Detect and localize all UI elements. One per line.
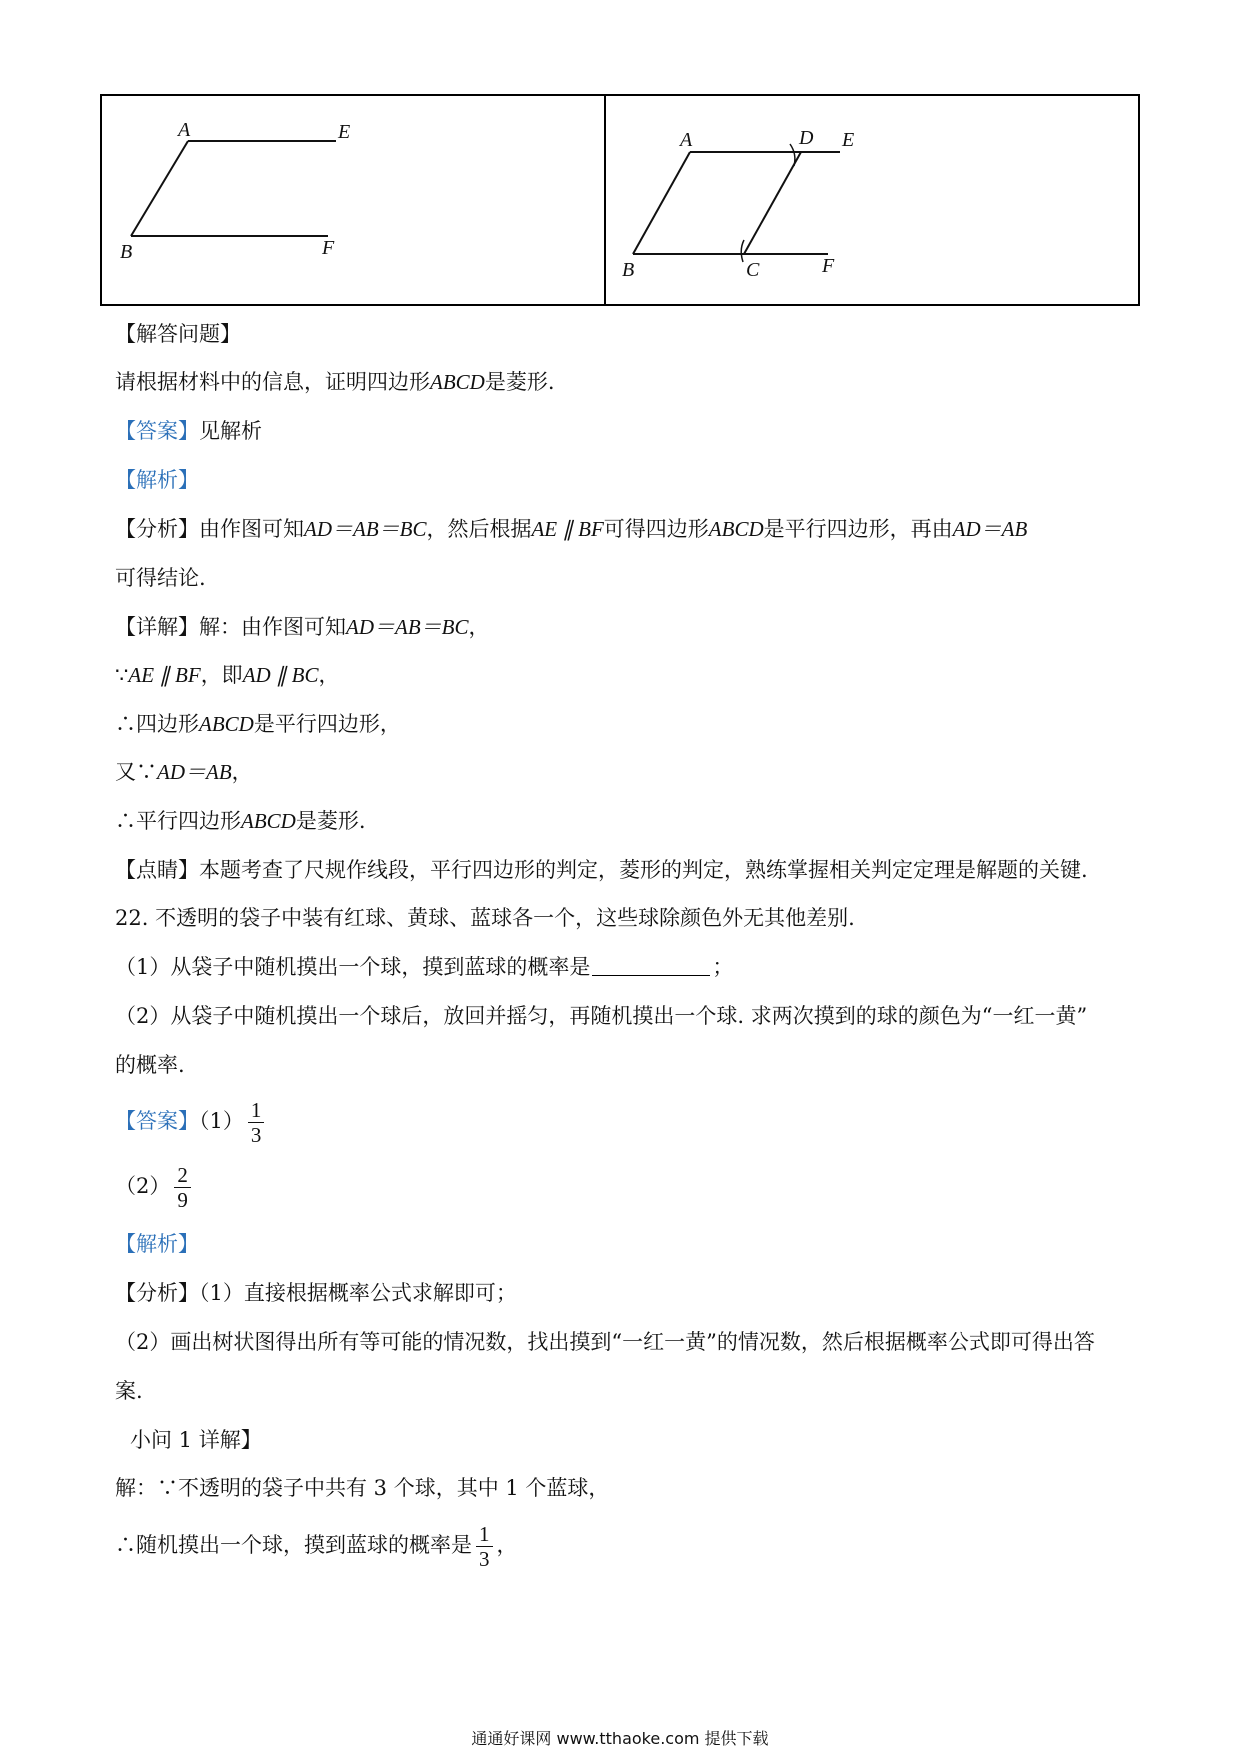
page-footer: 通通好课网 www.tthaoke.com 提供下载	[471, 1729, 769, 1748]
question-22-part-1: （1）从袋子中随机摸出一个球，摸到蓝球的概率是 ；	[115, 955, 734, 979]
analysis-heading-22: 【解析】	[115, 1232, 199, 1256]
label-left-A: A	[178, 119, 191, 141]
section-answer-question: 【解答问题】	[115, 322, 241, 346]
figure-left-drawing	[102, 96, 602, 304]
detail-line-3: ∴四边形ABCD是平行四边形，	[115, 712, 401, 736]
figure-left	[102, 96, 602, 304]
answer-line: 【答案】见解析	[115, 419, 262, 443]
detail-line-5: ∴平行四边形ABCD是菱形.	[115, 809, 366, 833]
question-22-part-2-cont: 的概率.	[115, 1053, 185, 1077]
label-right-F: F	[822, 255, 835, 277]
detail-22-line-1: 解：∵不透明的袋子中共有 3 个球，其中 1 个蓝球，	[115, 1476, 610, 1500]
detail-line-2: ∵AE ∥ BF，即AD ∥ BC，	[115, 663, 340, 687]
fraction-two-ninths: $\frac{2}{9}$	[174, 1163, 191, 1212]
label-right-C: C	[746, 259, 760, 281]
label-right-D: D	[799, 127, 814, 149]
question-22: 22. 不透明的袋子中装有红球、黄球、蓝球各一个，这些球除颜色外无其他差别.	[115, 906, 855, 930]
figure-right	[606, 96, 1138, 304]
answer-blank	[592, 953, 710, 976]
label-right-B: B	[622, 259, 635, 281]
question-prompt: 请根据材料中的信息，证明四边形ABCD是菱形.	[115, 370, 555, 394]
detail-line-1: 【详解】解：由作图可知AD＝AB＝BC，	[115, 615, 490, 639]
figure-table	[100, 94, 1140, 306]
sub-question-1-detail-heading: 小问 1 详解】	[130, 1428, 262, 1452]
question-22-part-2: （2）从袋子中随机摸出一个球后，放回并摇匀，再随机摸出一个球. 求两次摸到的球的颜色为“一红一黄”	[115, 1004, 1088, 1028]
label-right-A: A	[680, 129, 693, 151]
answer-22-part-1: 【答案】（1） $\frac{1}{3}$	[115, 1096, 268, 1147]
label-left-E: E	[338, 121, 351, 143]
analysis-heading: 【解析】	[115, 468, 199, 492]
analysis-22-line-1: 【分析】（1）直接根据概率公式求解即可；	[115, 1281, 517, 1305]
fraction-one-third-b: $\frac{1}{3}$	[476, 1522, 493, 1571]
label-left-F: F	[322, 237, 335, 259]
analysis-22-line-3: 案.	[115, 1379, 143, 1403]
comment-line: 【点睛】本题考查了尺规作线段，平行四边形的判定，菱形的判定，熟练掌握相关判定定理是解题的关键.	[115, 858, 1088, 882]
label-right-E: E	[842, 129, 855, 151]
label-left-B: B	[120, 241, 133, 263]
analysis-22-line-2: （2）画出树状图得出所有等可能的情况数，找出摸到“一红一黄”的情况数，然后根据概率公式即可得出答	[115, 1330, 1095, 1354]
detail-22-line-2: ∴随机摸出一个球，摸到蓝球的概率是 $\frac{1}{3}$ ，	[115, 1522, 518, 1571]
analysis-line-2: 可得结论.	[115, 566, 206, 590]
fraction-one-third: $\frac{1}{3}$	[248, 1098, 265, 1147]
answer-22-part-2: （2） $\frac{2}{9}$	[115, 1161, 195, 1212]
figure-right-drawing	[606, 96, 1138, 304]
detail-line-4: 又∵AD＝AB，	[115, 760, 253, 784]
analysis-line-1: 【分析】由作图可知AD＝AB＝BC，然后根据AE ∥ BF可得四边形ABCD是平行四边形，再由AD＝AB	[115, 517, 1028, 541]
